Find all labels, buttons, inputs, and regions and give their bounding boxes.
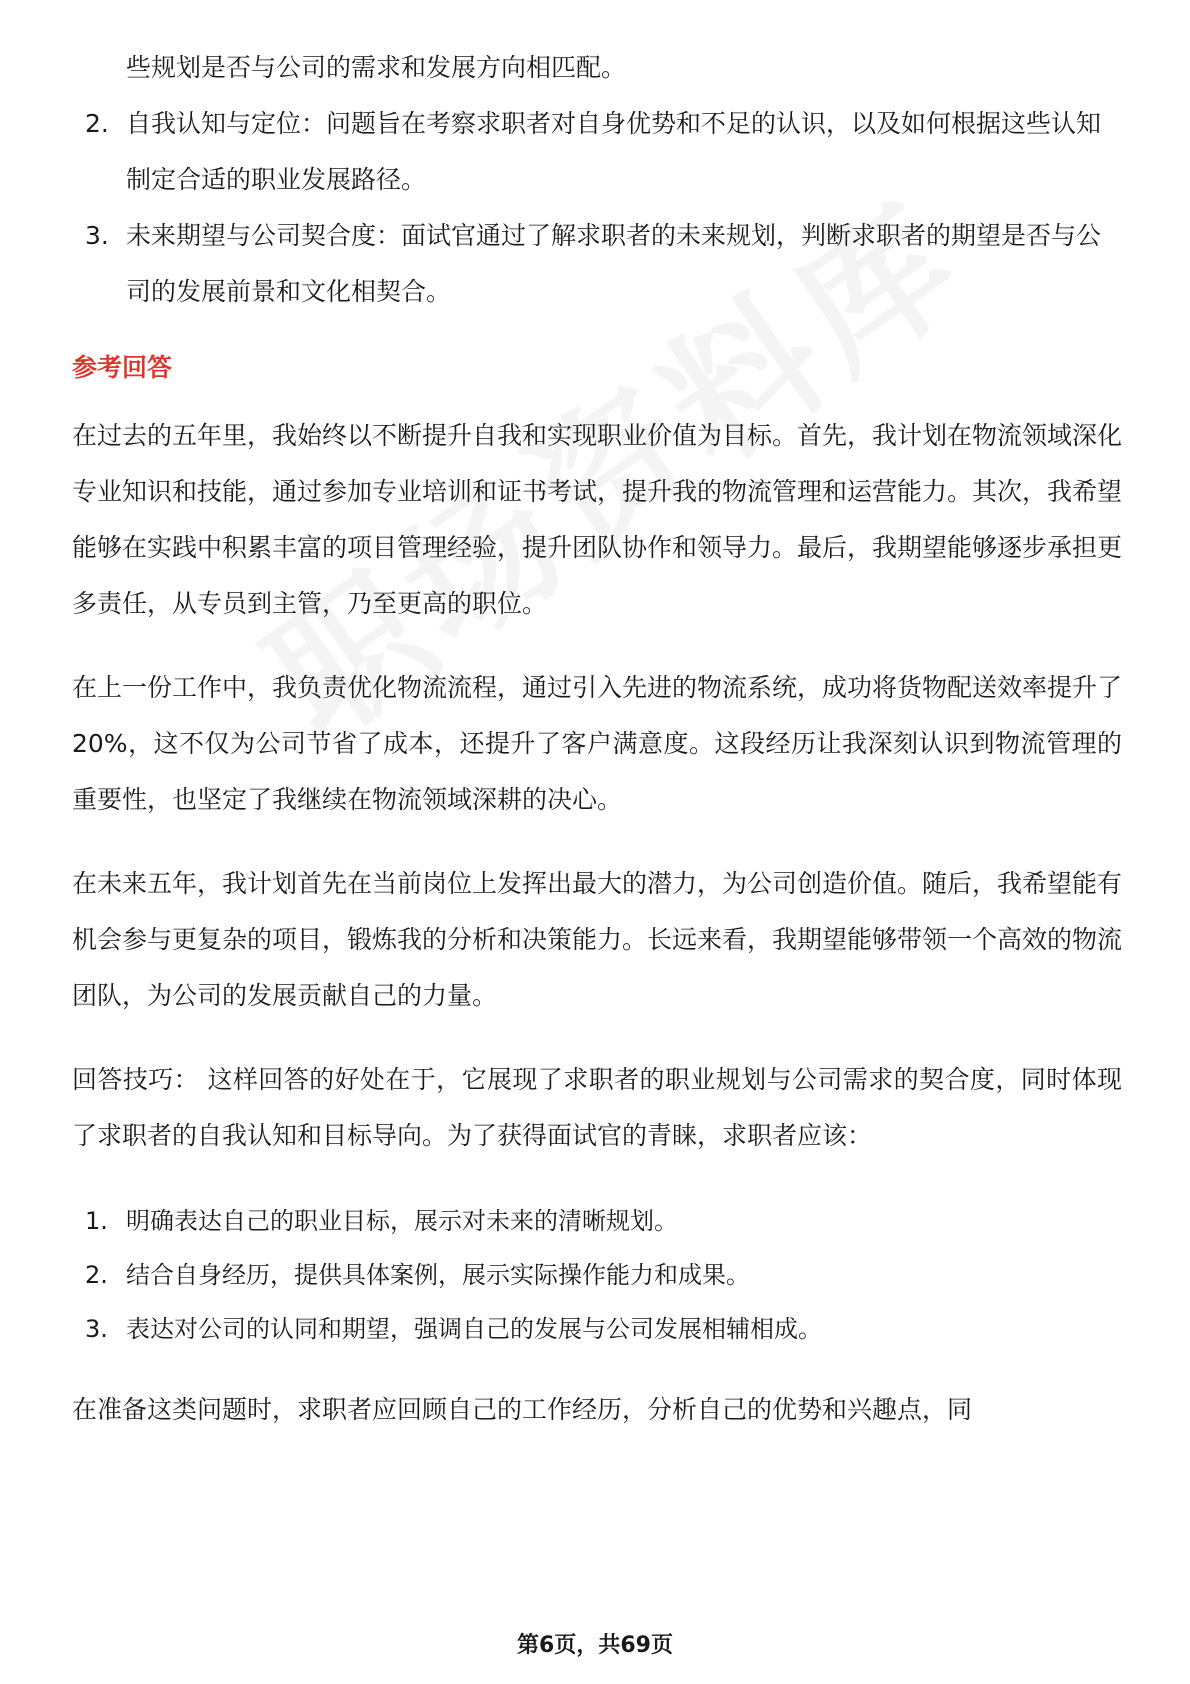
list-number: 2.	[85, 109, 109, 138]
section-heading: 参考回答	[72, 353, 173, 382]
closing-paragraph: 在准备这类问题时，求职者应回顾自己的工作经历，分析自己的优势和兴趣点，同	[72, 1395, 973, 1424]
list-item	[72, 208, 1122, 320]
list-item	[72, 96, 1122, 208]
list-item	[72, 1248, 1122, 1302]
list-item-text: 明确表达自己的职业目标，展示对未来的清晰规划。	[126, 1207, 678, 1235]
paragraph: 在上一份工作中，我负责优化物流流程，通过引入先进的物流系统，成功将货物配送效率提升了20%，这不仅为公司节省了成本，还提升了客户满意度。这段经历让我深刻认识到物流管理的重要性，也坚定了我继续在物流领域深耕的决心。	[72, 673, 1123, 814]
list-item-text: 未来期望与公司契合度：面试官通过了解求职者的未来规划，判断求职者的期望是否与公司的发展前景和文化相契合。	[126, 221, 1102, 306]
list-number: 3.	[85, 1315, 108, 1343]
list-item-text: 自我认知与定位：问题旨在考察求职者对自身优势和不足的认识，以及如何根据这些认知制定合适的职业发展路径。	[126, 109, 1102, 194]
tips-paragraph: 回答技巧： 这样回答的好处在于，它展现了求职者的职业规划与公司需求的契合度，同时体现了求职者的自我认知和目标导向。为了获得面试官的青睐，求职者应该：	[72, 1065, 1122, 1150]
list-item	[72, 1194, 1122, 1248]
list-item	[72, 1302, 1122, 1356]
list-number: 2.	[85, 1261, 108, 1289]
paragraph: 在未来五年，我计划首先在当前岗位上发挥出最大的潜力，为公司创造价值。随后，我希望能有机会参与更复杂的项目，锻炼我的分析和决策能力。长远来看，我期望能够带领一个高效的物流团队，为公司的发展贡献自己的力量。	[72, 869, 1123, 1010]
list-item-text: 结合自身经历，提供具体案例，展示实际操作能力和成果。	[126, 1261, 750, 1289]
list-item	[72, 40, 1122, 96]
content	[72, 40, 1122, 1466]
top-list	[72, 40, 1122, 320]
list-number: 3.	[85, 221, 109, 250]
list-item-text: 些规划是否与公司的需求和发展方向相匹配。	[126, 53, 627, 82]
page-footer: 第6页，共69页	[517, 1633, 673, 1658]
paragraph: 在过去的五年里，我始终以不断提升自我和实现职业价值为目标。首先，我计划在物流领域深化专业知识和技能，通过参加专业培训和证书考试，提升我的物流管理和运营能力。其次，我希望能够在实践中积累丰富的项目管理经验，提升团队协作和领导力。最后，我期望能够逐步承担更多责任，从专员到主管，乃至更高的职位。	[72, 421, 1123, 618]
tips-list	[72, 1194, 1122, 1356]
list-number: 1.	[85, 1207, 108, 1235]
list-item-text: 表达对公司的认同和期望，强调自己的发展与公司发展相辅相成。	[126, 1315, 822, 1343]
